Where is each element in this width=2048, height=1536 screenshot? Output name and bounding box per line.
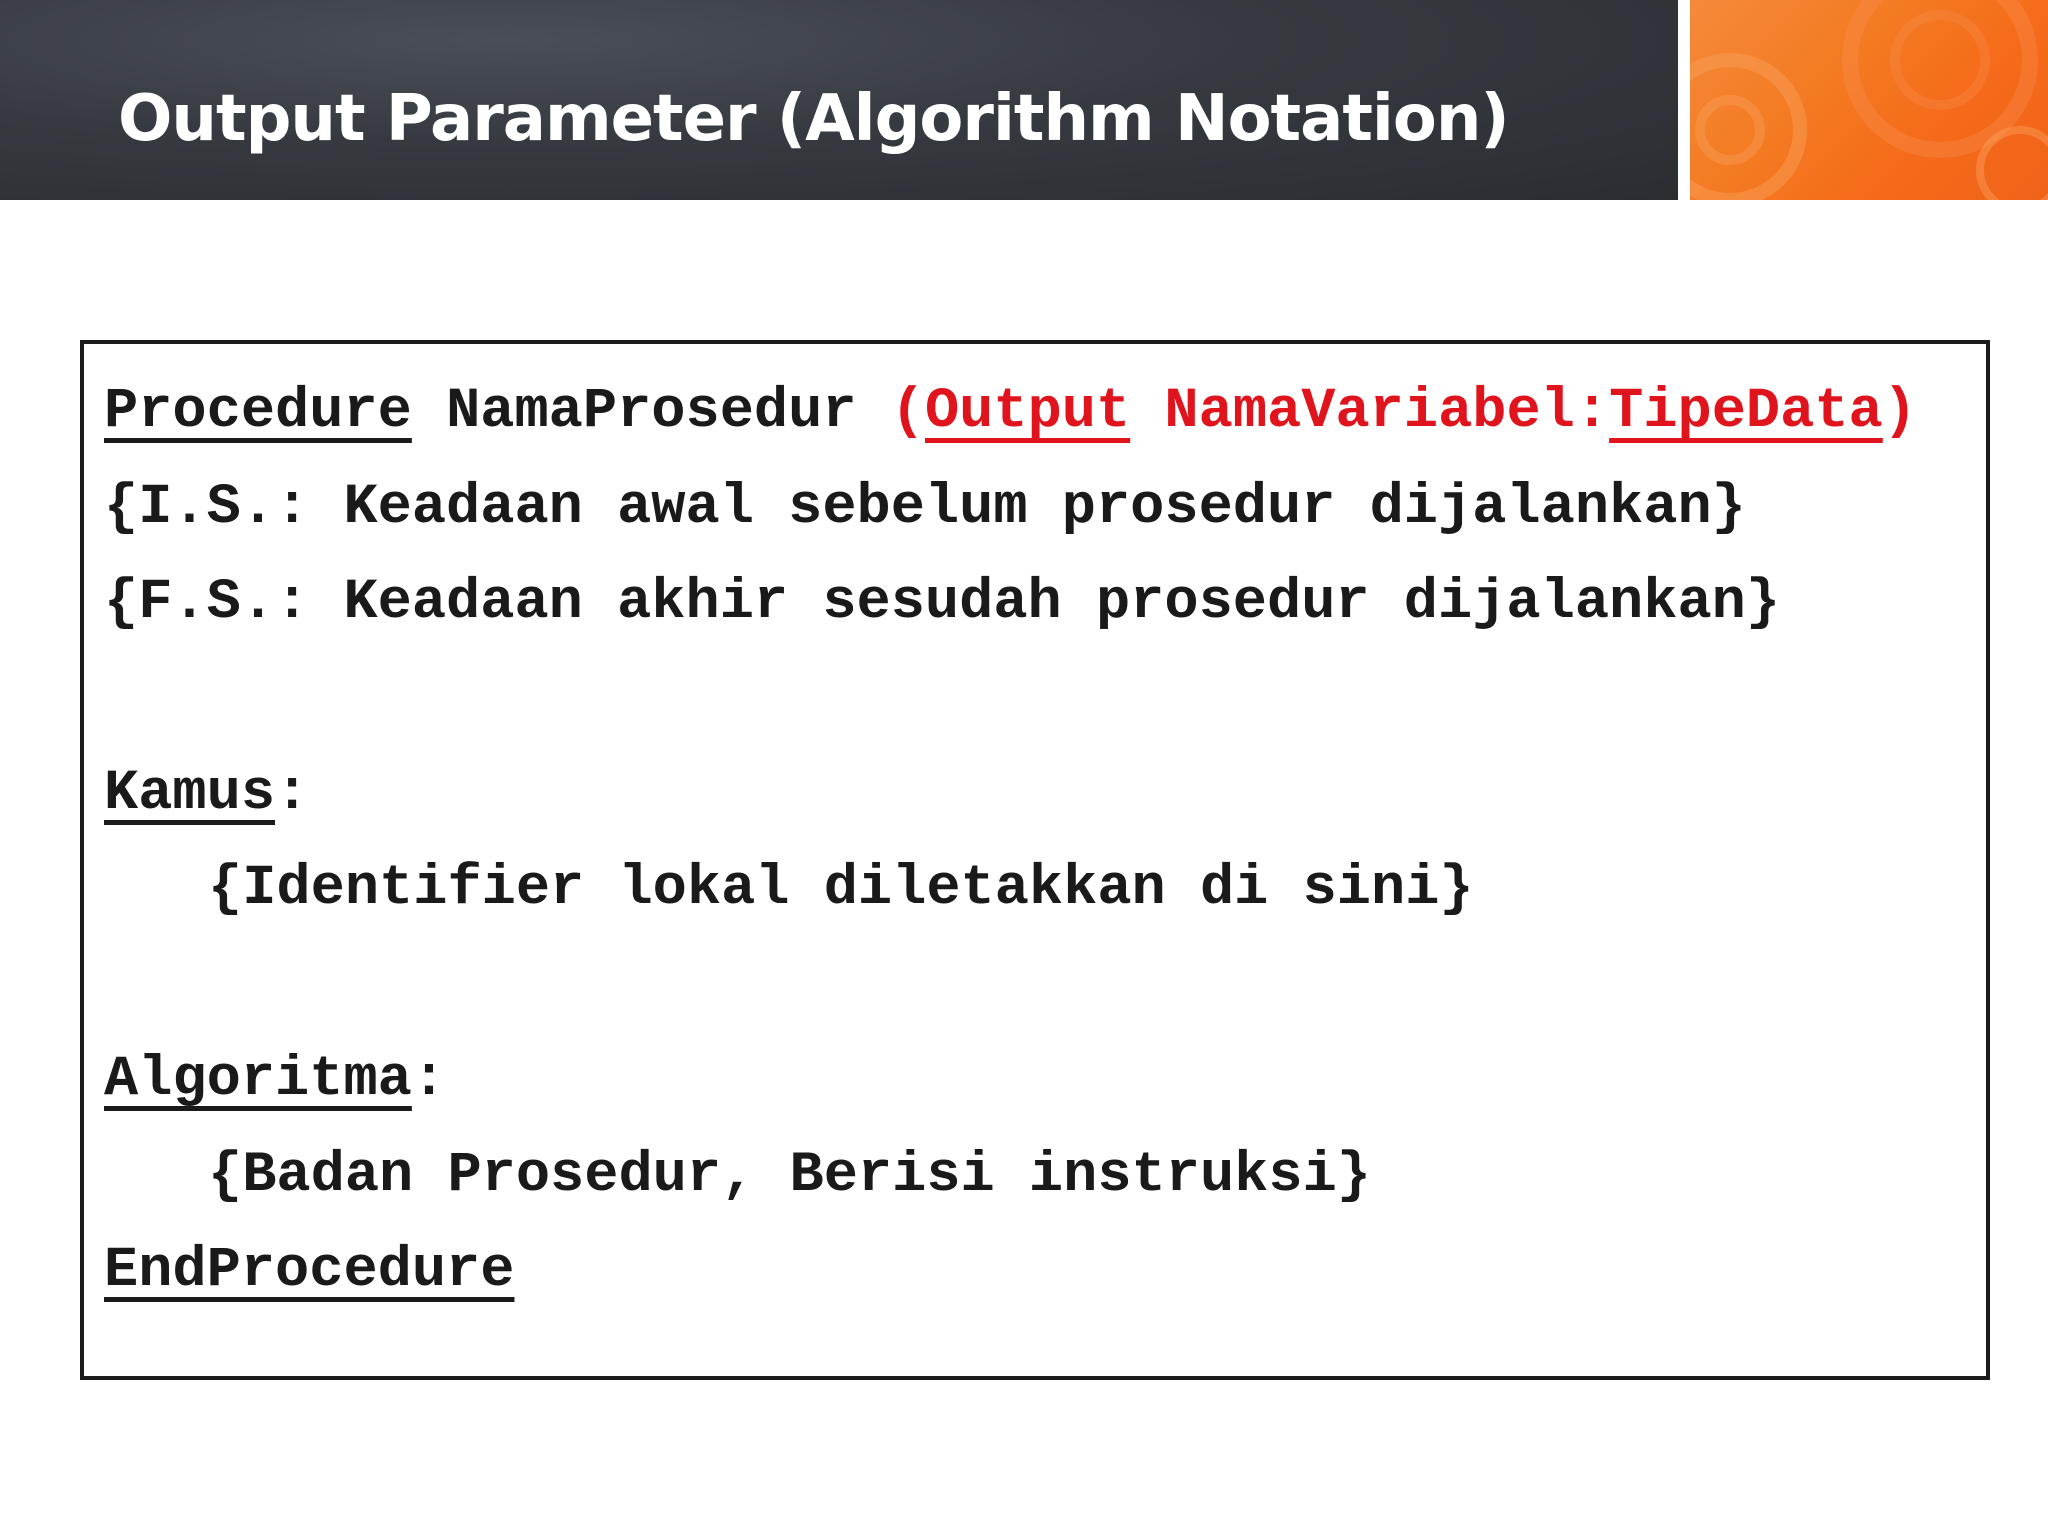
accent-decoration bbox=[1690, 0, 2048, 200]
decorative-circles-icon bbox=[1690, 0, 2048, 200]
param-space bbox=[1130, 380, 1164, 444]
algoritma-body: {Badan Prosedur, Berisi instruksi} bbox=[208, 1144, 1371, 1208]
slide-title: Output Parameter (Algorithm Notation) bbox=[118, 82, 1509, 156]
procedure-keyword: Procedure bbox=[104, 380, 412, 444]
final-state-comment: {F.S.: Keadaan akhir sesudah prosedur dijalankan} bbox=[104, 571, 1781, 635]
algoritma-keyword: Algoritma bbox=[104, 1048, 412, 1112]
algoritma-colon: : bbox=[411, 1048, 447, 1112]
procedure-signature-line bbox=[104, 380, 1917, 444]
kamus-body: {Identifier lokal diletakkan di sini} bbox=[208, 857, 1474, 921]
kamus-keyword: Kamus bbox=[104, 762, 276, 826]
kamus-line bbox=[104, 762, 310, 826]
kamus-colon: : bbox=[275, 762, 310, 826]
end-procedure-line bbox=[104, 1239, 515, 1303]
paren-open: ( bbox=[890, 380, 925, 444]
end-procedure-keyword: EndProcedure bbox=[104, 1239, 515, 1303]
initial-state-comment: {I.S.: Keadaan awal sebelum prosedur dijalankan} bbox=[104, 476, 1746, 540]
algoritma-line bbox=[104, 1048, 447, 1112]
paren-close: ) bbox=[1882, 380, 1917, 444]
param-type: TipeData bbox=[1609, 380, 1883, 444]
output-keyword: Output bbox=[924, 380, 1131, 444]
param-name: NamaVariabel: bbox=[1164, 380, 1610, 444]
slide-header bbox=[0, 0, 1678, 200]
procedure-name: NamaProsedur bbox=[411, 380, 891, 444]
